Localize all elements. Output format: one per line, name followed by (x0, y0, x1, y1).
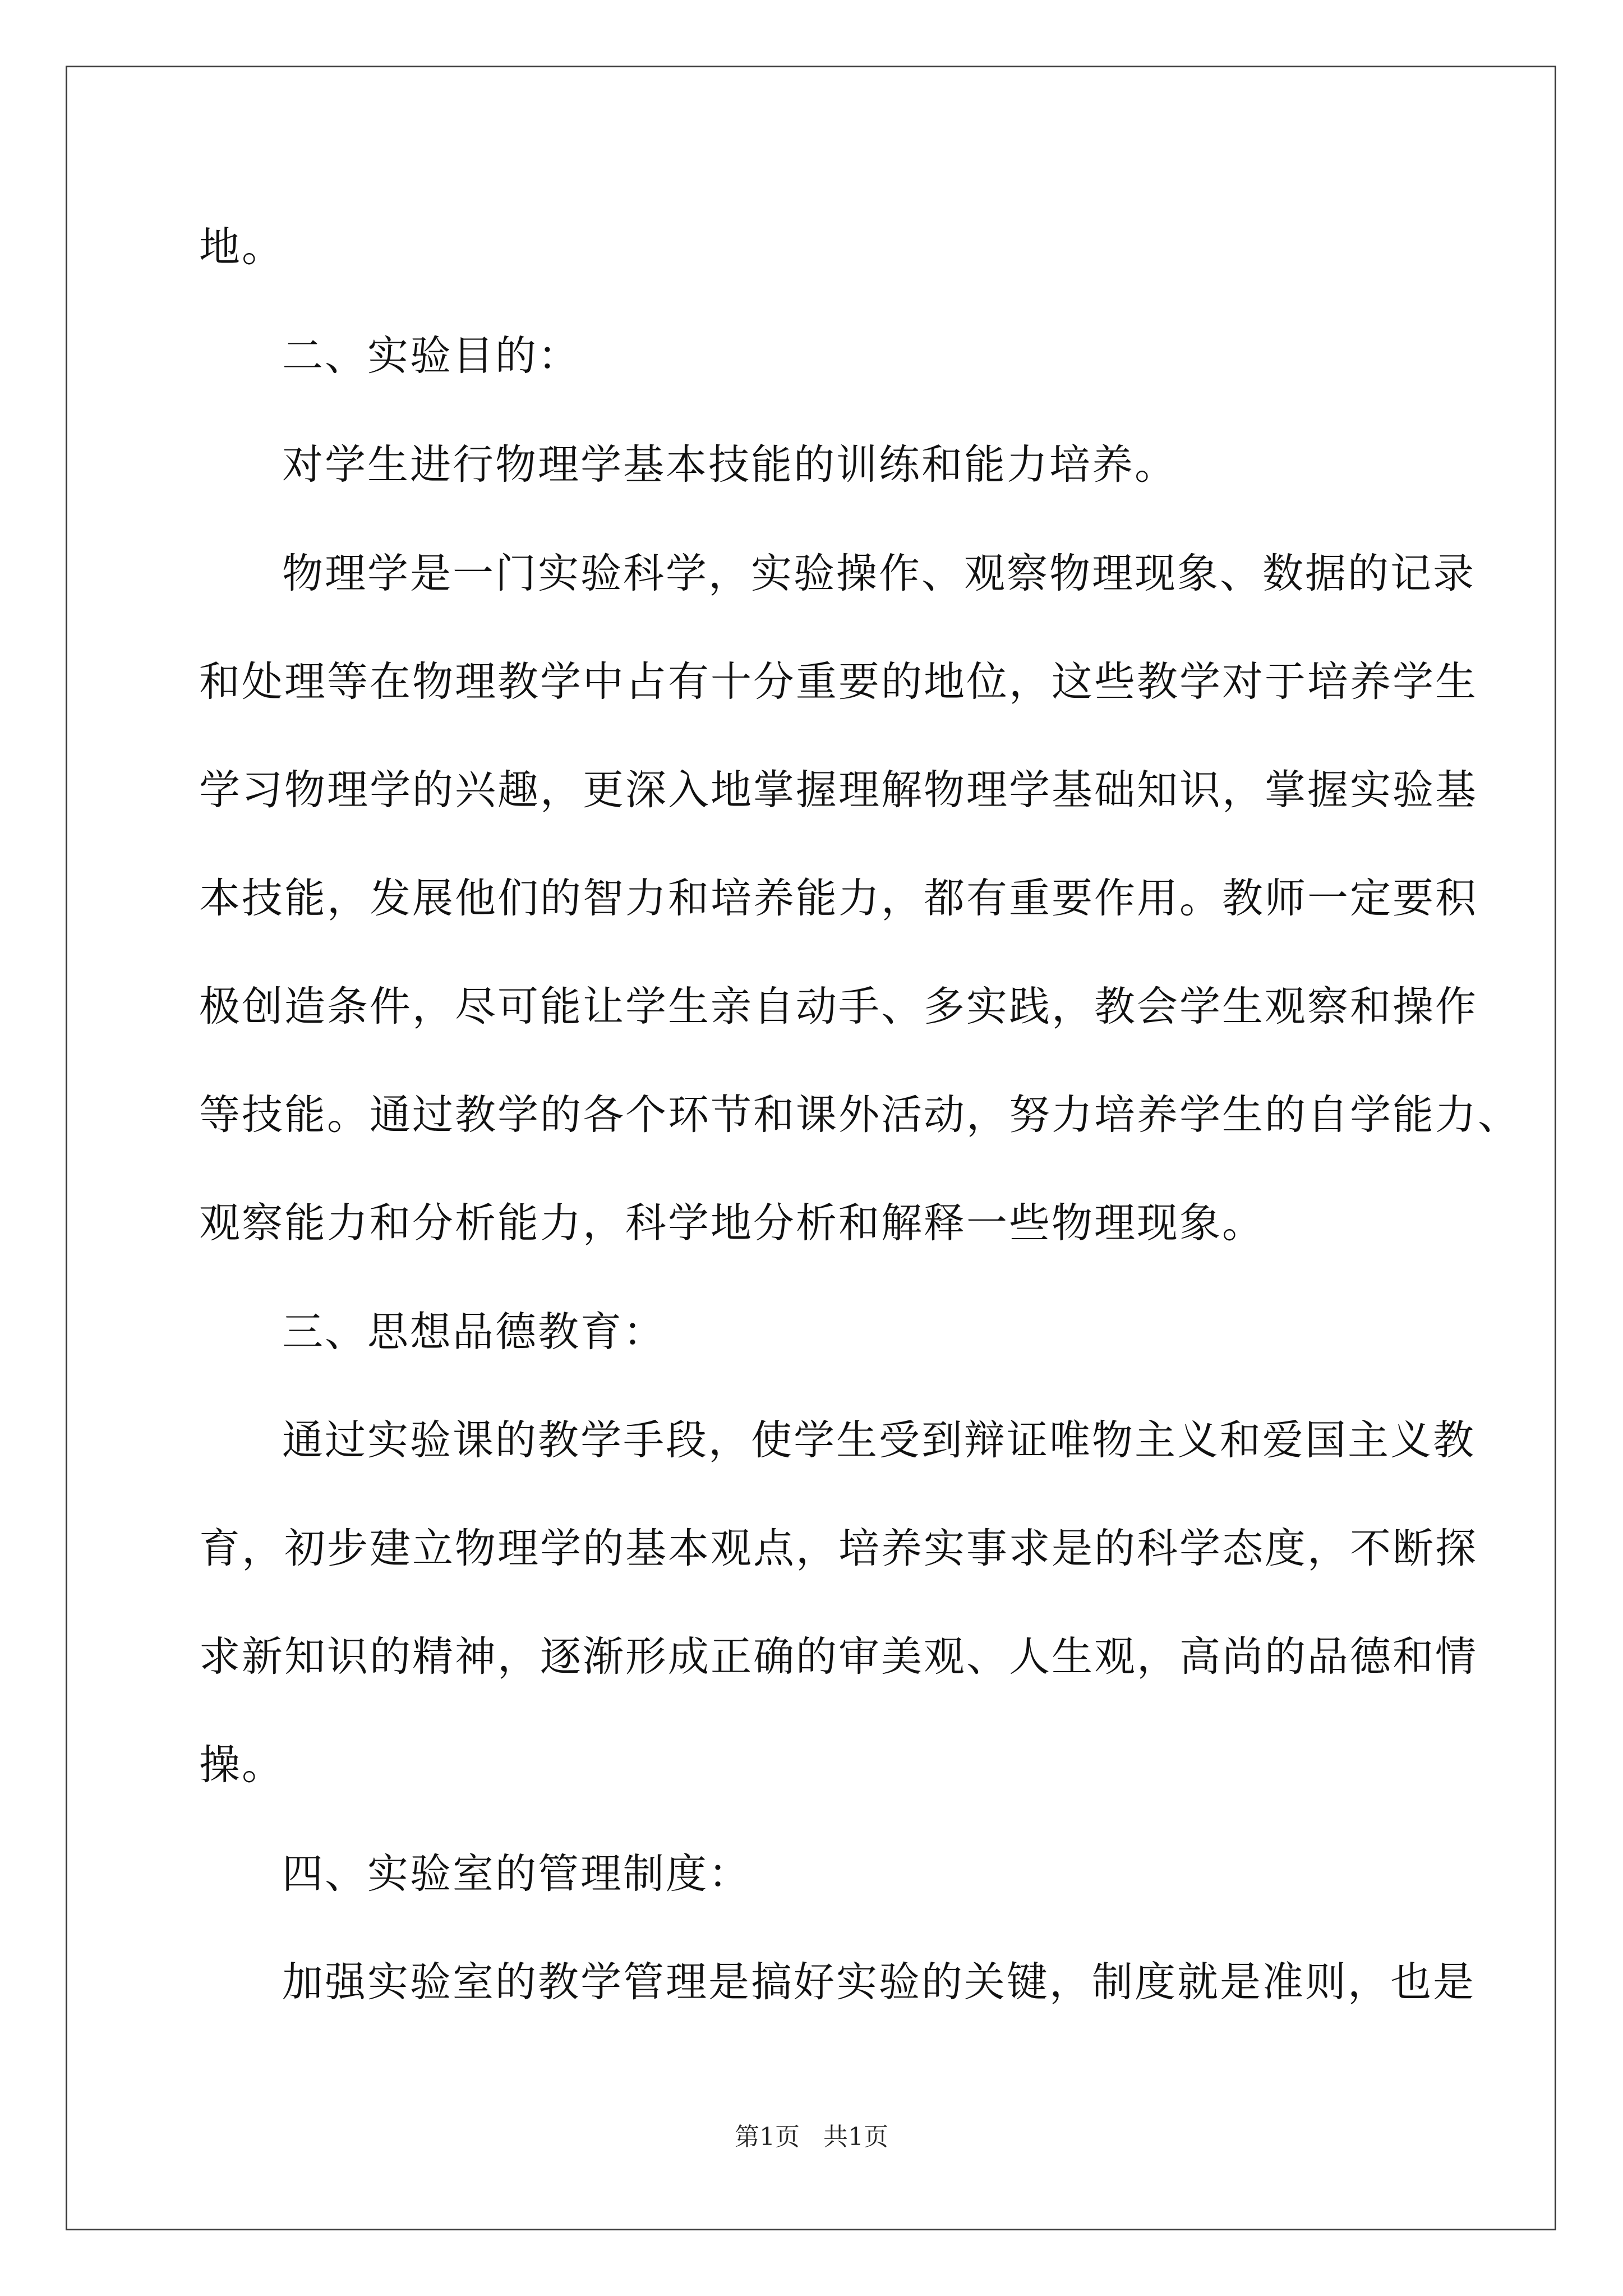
text-line: 加强实验室的教学管理是搞好实验的关键，制度就是准则，也是 (282, 1958, 1476, 2006)
text-line: 学习物理学的兴趣，更深入地掌握理解物理学基础知识，掌握实验基 (199, 766, 1478, 814)
text-line: 等技能。通过教学的各个环节和课外活动，努力培养学生的自学能力、 (199, 1091, 1520, 1139)
text-line: 对学生进行物理学基本技能的训练和能力培养。 (282, 441, 1177, 489)
text-line: 通过实验课的教学手段，使学生受到辩证唯物主义和爱国主义教 (282, 1416, 1476, 1464)
section-heading: 三、思想品德教育： (282, 1308, 666, 1356)
page-number-footer: 第1页 共1页 (735, 2123, 888, 2151)
text-line: 和处理等在物理教学中占有十分重要的地位，这些教学对于培养学生 (199, 658, 1478, 706)
text-line: 求新知识的精神，逐渐形成正确的审美观、人生观，高尚的品德和情 (199, 1633, 1478, 1681)
text-line: 地。 (199, 223, 284, 271)
text-line: 操。 (199, 1741, 284, 1789)
page-border (66, 66, 1556, 2230)
text-line: 极创造条件，尽可能让学生亲自动手、多实践，教会学生观察和操作 (199, 983, 1478, 1030)
text-line: 物理学是一门实验科学，实验操作、观察物理现象、数据的记录 (282, 550, 1476, 597)
text-line: 育，初步建立物理学的基本观点，培养实事求是的科学态度，不断探 (199, 1525, 1478, 1572)
text-line: 观察能力和分析能力，科学地分析和解释一些物理现象。 (199, 1199, 1265, 1247)
text-line: 本技能，发展他们的智力和培养能力，都有重要作用。教师一定要积 (199, 875, 1478, 922)
section-heading: 四、实验室的管理制度： (282, 1850, 751, 1898)
section-heading: 二、实验目的： (282, 332, 580, 380)
